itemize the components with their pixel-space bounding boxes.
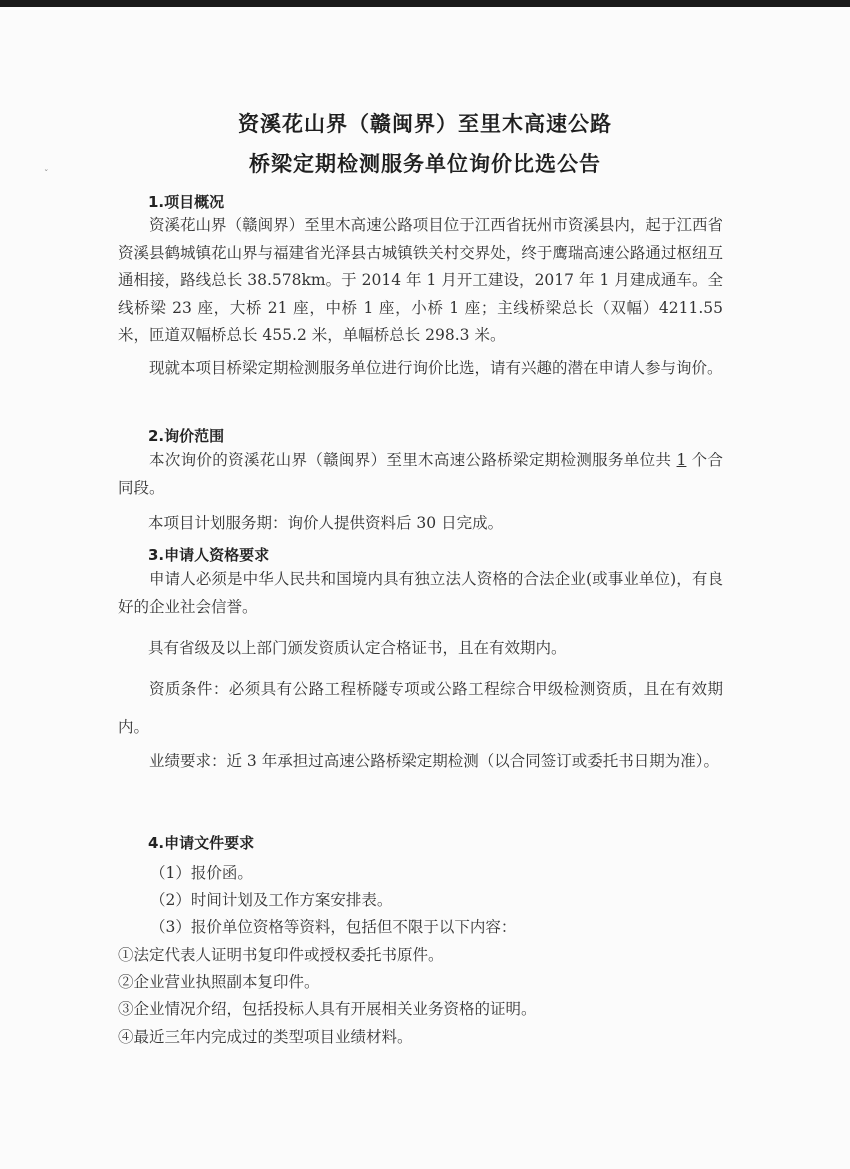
section-1-paragraph-1: 资溪花山界（赣闽界）至里木高速公路项目位于江西省抚州市资溪县内，起于江西省资溪县鹤城镇花山界与福建省光泽县古城镇铁关村交界处，终于鹰瑞高速公路通过枢纽互通相接，路线总长 38.578km。于 2014 年 1 月开工建设，2017 年 1 月建成通车。全线桥梁 23 座，大桥 21 座，中桥 1 座，小桥 1 座；主线桥梁总长（双幅）4211.55 米，匝道双幅桥总长 455.2 米，单幅桥总长 298.3 米。 — [118, 216, 723, 344]
requirement-sub-item-1: ①法定代表人证明书复印件或授权委托书原件。 — [118, 946, 444, 964]
section-4-heading: 4.申请文件要求 — [148, 834, 255, 852]
section-1-paragraph-2: 现就本项目桥梁定期检测服务单位进行询价比选，请有兴趣的潜在申请人参与询价。 — [149, 359, 723, 377]
contract-count: 1 — [676, 451, 687, 469]
requirement-sub-item-4: ④最近三年内完成过的类型项目业绩材料。 — [118, 1028, 413, 1046]
section-1-heading: 1.项目概况 — [148, 193, 225, 211]
doc-title-line-1: 资溪花山界（赣闽界）至里木高速公路 — [238, 112, 612, 136]
section-3-paragraph-2: 具有省级及以上部门颁发资质认定合格证书，且在有效期内。 — [148, 639, 567, 657]
scan-speck: ˇ — [44, 170, 49, 180]
requirement-item-1: （1）报价函。 — [150, 864, 253, 882]
requirement-item-3: （3）报价单位资格等资料，包括但不限于以下内容： — [150, 918, 517, 936]
requirement-item-2: （2）时间计划及工作方案安排表。 — [150, 891, 393, 909]
section-2-text-a: 本次询价的资溪花山界（赣闽界）至里木高速公路桥梁定期检测服务单位共 — [149, 451, 677, 469]
section-3-paragraph-3: 资质条件：必须具有公路工程桥隧专项或公路工程综合甲级检测资质，且在有效期内。 — [118, 680, 723, 736]
doc-title-line-2: 桥梁定期检测服务单位询价比选公告 — [249, 152, 601, 176]
requirement-sub-item-3: ③企业情况介绍，包括投标人具有开展相关业务资格的证明。 — [118, 1000, 537, 1018]
section-2-paragraph-2: 本项目计划服务期：询价人提供资料后 30 日完成。 — [148, 514, 504, 532]
section-3-paragraph-1: 申请人必须是中华人民共和国境内具有独立法人资格的合法企业(或事业单位)，有良好的企业社会信誉。 — [118, 570, 723, 616]
section-2-text-b: 个合同段。 — [118, 451, 723, 497]
section-2-paragraph-1 — [118, 447, 723, 502]
requirement-sub-item-2: ②企业营业执照副本复印件。 — [118, 973, 320, 991]
section-3-paragraph-4: 业绩要求：近 3 年承担过高速公路桥梁定期检测（以合同签订或委托书日期为准）。 — [149, 752, 719, 770]
section-3-heading: 3.申请人资格要求 — [148, 546, 270, 564]
section-2-heading: 2.询价范围 — [148, 427, 225, 445]
